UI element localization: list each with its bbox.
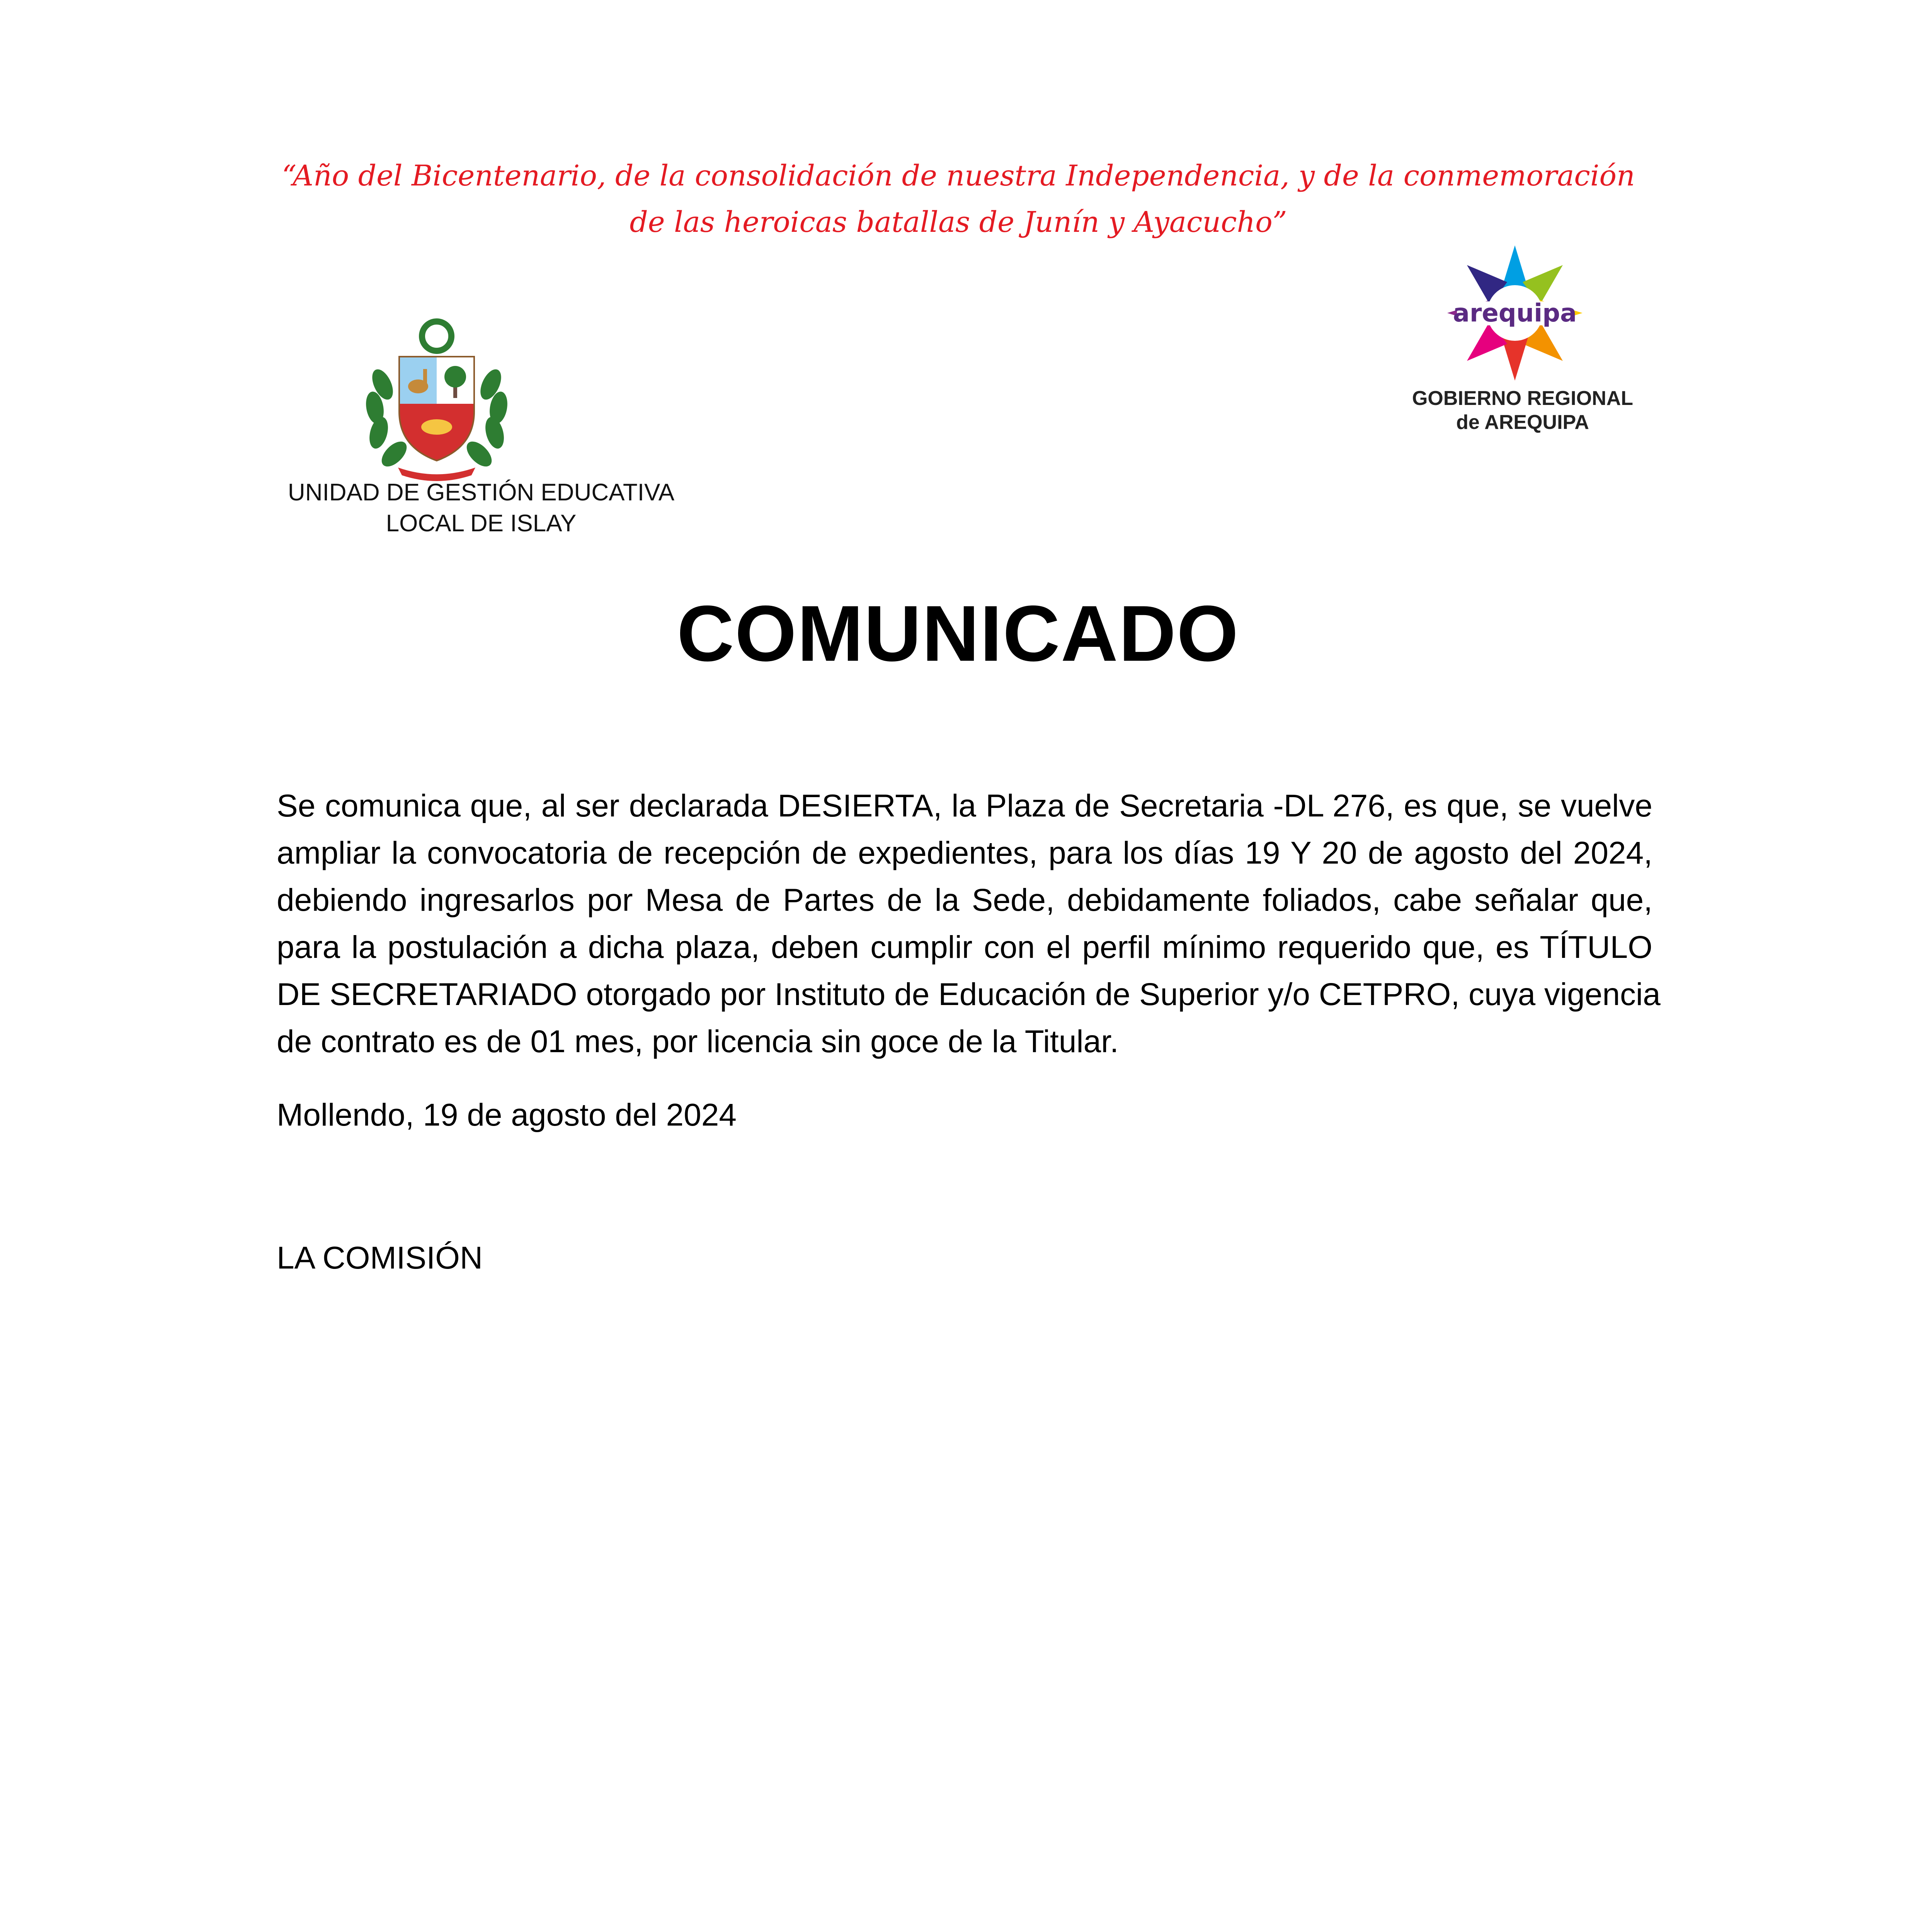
unit-name-line-1: UNIDAD DE GESTIÓN EDUCATIVA [288,479,675,506]
body-line-2: ampliar la convocatoria de recepción de expedientes, para los días 19 Y 20 de agosto del 2024, [277,835,1652,871]
document-title: COMUNICADO [677,589,1239,678]
regional-government-name [1368,386,1677,434]
place-and-date: Mollendo, 19 de agosto del 2024 [277,1097,737,1133]
body-line-3: debiendo ingresarlos por Mesa de Partes de la Sede, debidamente foliados, cabe señalar que, [277,883,1652,918]
arequipa-logo-icon [1422,240,1608,386]
body-line-6: de contrato es de 01 mes, por licencia sin goce de la Titular. [277,1024,1119,1059]
region-logo-text: arequipa [1453,299,1577,328]
year-motto-line-1: “Año del Bicentenario, de la consolidación de nuestra Independencia, y de la conmemoración [282,159,1635,192]
signature: LA COMISIÓN [277,1240,483,1276]
unit-name-line-2: LOCAL DE ISLAY [386,510,577,537]
region-name-line-1: GOBIERNO REGIONAL [1412,387,1634,410]
year-motto-line-2: de las heroicas batallas de Junín y Ayacucho” [630,206,1287,239]
region-name-line-2: de AREQUIPA [1456,411,1589,434]
coat-of-arms-icon [352,315,522,485]
year-motto [232,153,1685,245]
body-line-1: Se comunica que, al ser declarada DESIERTA, la Plaza de Secretaria -DL 276, es que, se vuelve [277,788,1652,823]
body-line-5: DE SECRETARIADO otorgado por Instituto de Educación de Superior y/o CETPRO, cuya vigencia [277,977,1661,1012]
announcement-body [277,782,1661,1065]
education-unit-name [267,477,696,539]
body-line-4: para la postulación a dicha plaza, deben cumplir con el perfil mínimo requerido que, es TÍTULO [277,930,1652,965]
